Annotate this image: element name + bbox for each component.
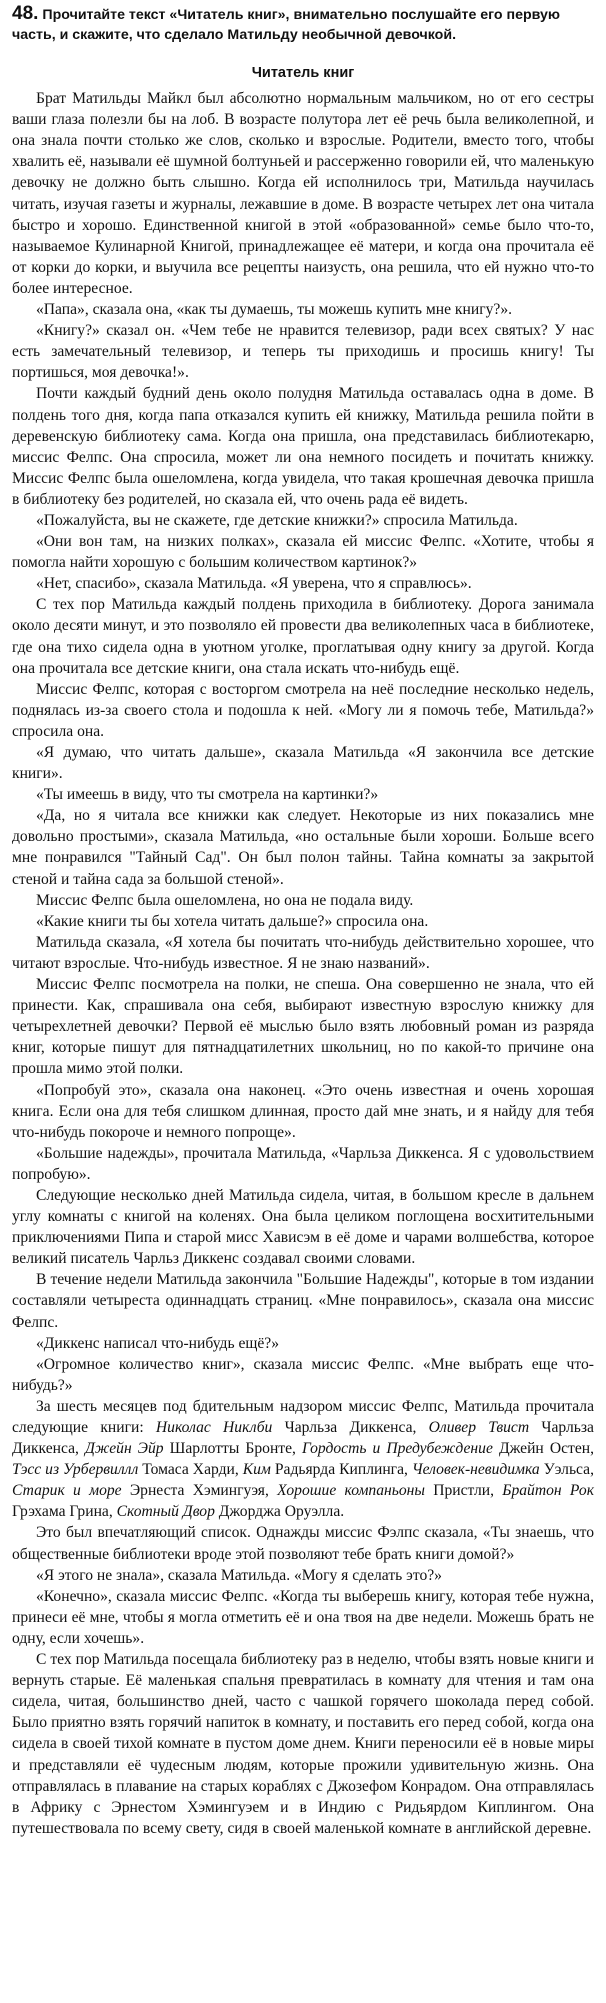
paragraph: За шесть месяцев под бдительным надзором миссис Фелпс, Матильда прочитала следующие книги: Николас Никлби Чарльза Диккенса, Оливер Твист Чарльза Диккенса, Джейн Эйр Шарлотты Бронте, Гордость и Предубеждение Джейн Остен, Тэсс из Урбервиллл Томаса Харди, Ким Радьярда Киплинга, Человек-невидимка Уэльса, Старик и море Эрнеста Хэмингуэя, Хорошие компаньоны Пристли, Брайтон Рок Грэхама Грина, Скотный Двор Джорджа Оруэлла.: [12, 1397, 594, 1521]
paragraph: «Пожалуйста, вы не скажете, где детские книжки?» спросила Матильда.: [36, 511, 518, 529]
paragraph: «Ты имеешь в виду, что ты смотрела на картинки?»: [36, 786, 379, 804]
paragraph: С тех пор Матильда посещала библиотеку раз в неделю, чтобы взять новые книги и вернуть старые. Её маленькая спальня превратилась в комнату для чтения и там она сидела, читая, большинство дней, часто с чашкой горячего шоколада перед собой. Было приятно взять горячий напиток в комнату, и поставить его перед собой, когда она сидела в своей тихой комнате в пустом доме днем. Книги переносили её в новые миры и представляли её чудесным людям, которые прожили удивительную жизнь. Она отправлялась в плавание на старых кораблях с Джозефом Конрадом. Она отправлялась в Африку с Эрнестом Хэмингуэем и в Индию с Ридьярдом Киплингом. Она путешествовала по всему свету, сидя в своей маленькой комнате в английской деревне.: [12, 1651, 594, 1837]
paragraph: В течение недели Матильда закончила "Большие Надежды", которые в том издании составляли четыреста одиннадцать страниц. «Мне понравилось», сказала она миссис Фелпс.: [12, 1271, 594, 1331]
text-title: Читатель книг: [251, 65, 355, 81]
paragraph: «Какие книги ты бы хотела читать дальше?» спросила она.: [36, 912, 429, 930]
paragraph: Миссис Фелпс посмотрела на полки, не спеша. Она совершенно не знала, что ей принести. Как, спрашивала она себя, выбирают известную взрослую книжку для четырехлетней девочки? Первой её мыслью было взять любовный роман из разряда книг, которые пишут для пятнадцатилетних школьниц, но по какой-то причине она прошла мимо этой полки.: [12, 976, 594, 1078]
paragraph: Брат Матильды Майкл был абсолютно нормальным мальчиком, но от его сестры ваши глаза полезли бы на лоб. В возрасте полутора лет её речь была великолепной, и она знала почти столько же слов, сколько и взрослые. Родители, вместо того, чтобы хвалить её, называли её шумной болтуньей и рассерженно говорили ей, что маленькую девочку не должно быть слышно. Когда ей исполнилось три, Матильда научилась читать, изучая газеты и журналы, лежавшие в доме. В возрасте четырех лет она читала быстро и хорошо. Единственной книгой в этой «образованной» семье было что-то, называемое Кулинарной Книгой, принадлежащее её матери, и когда она прочитала её от корки до корки, и выучила все рецепты наизусть, она решила, что ей нужно что-то более интересное.: [12, 90, 594, 297]
paragraph: Это был впечатляющий список. Однажды миссис Фэлпс сказала, «Ты знаешь, что общественные библиотеки вроде этой позволяют тебе брать книги домой?»: [12, 1524, 594, 1563]
paragraph: «Книгу?» сказал он. «Чем тебе не нравится телевизор, ради всех святых? У нас есть замечательный телевизор, и теперь ты приходишь и просишь книгу! Ты портишься, моя девочка!».: [12, 322, 594, 382]
exercise-number: 48.: [12, 3, 39, 24]
paragraph: «Диккенс написал что-нибудь ещё?»: [36, 1334, 280, 1352]
paragraph: «Я этого не знала», сказала Матильда. «Могу я сделать это?»: [36, 1566, 442, 1584]
paragraph: «Папа», сказала она, «как ты думаешь, ты можешь купить мне книгу?».: [36, 301, 513, 319]
paragraph: Миссис Фелпс, которая с восторгом смотрела на неё последние несколько недель, поднялась из-за своего стола и подошла к ней. «Могу ли я помочь тебе, Матильда?» спросила она.: [12, 680, 594, 740]
paragraph: Матильда сказала, «Я хотела бы почитать что-нибудь действительно хорошее, что читают взрослые. Что-нибудь известное. Я не знаю названий».: [12, 933, 594, 972]
paragraph: Миссис Фелпс была ошеломлена, но она не подала виду.: [36, 891, 414, 909]
paragraph: «Большие надежды», прочитала Матильда, «Чарльза Диккенса. Я с удовольствием попробую».: [12, 1144, 594, 1183]
exercise-instruction: Прочитайте текст «Читатель книг», внимательно послушайте его первую часть, и скажите, что сделало Матильду необычной девочкой.: [12, 7, 560, 43]
paragraph: «Я думаю, что читать дальше», сказала Матильда «Я закончила все детские книги».: [12, 744, 594, 783]
paragraph: Почти каждый будний день около полудня Матильда оставалась одна в доме. В полдень того дня, когда папа отказался купить ей книжку, Матильда решила пойти в деревенскую библиотеку сама. Когда она пришла, она представилась библиотекарю, миссис Фелпс. Она спросила, может ли она немного посидеть и почитать книжку. Миссис Фелпс была ошеломлена, когда увидела, что такая крошечная девочка пришла в библиотеку без родителей, но сказала ей, что очень рада её видеть.: [12, 385, 594, 508]
paragraph: С тех пор Матильда каждый полдень приходила в библиотеку. Дорога занимала около десяти минут, и это позволяло ей провести два великолепных часа в библиотеке, где она тихо сидела одна в уютном уголке, проглатывая одну книгу за другой. Когда она прочитала все детские книги, она стала искать что-нибудь ещё.: [12, 596, 594, 677]
paragraph: Следующие несколько дней Матильда сидела, читая, в большом кресле в дальнем углу комнаты с книгой на коленях. Она была целиком поглощена восхитительными приключениями Пипа и старой мисс Хависэм в её доме и чарами волшебства, которое великий писатель Чарльз Диккенс создавал своими словами.: [12, 1186, 594, 1268]
paragraph: «Конечно», сказала миссис Фелпс. «Когда ты выберешь книгу, которая тебе нужна, принеси её мне, чтобы я могла отметить её и она твоя на две недели. Можешь брать не одну, если хочешь».: [12, 1587, 594, 1647]
exercise-prompt: [12, 4, 594, 45]
paragraph: «Огромное количество книг», сказала миссис Фелпс. «Мне выбрать еще что-нибудь?»: [12, 1355, 594, 1394]
paragraph: «Попробуй это», сказала она наконец. «Это очень известная и очень хорошая книга. Если она для тебя слишком длинная, просто дай мне знать, и я найду для тебя что-нибудь покороче и немного попроще».: [12, 1081, 594, 1141]
paragraph: «Нет, спасибо», сказала Матильда. «Я уверена, что я справлюсь».: [36, 575, 472, 593]
paragraph: «Они вон там, на низких полках», сказала ей миссис Фелпс. «Хотите, чтобы я помогла найти хорошую с большим количеством картинок?»: [12, 533, 594, 572]
paragraph: «Да, но я читала все книжки как следует. Некоторые из них показались мне довольно простыми», сказала Матильда, «но остальные были хороши. Больше всего мне понравился "Тайный Сад". Он был полон тайны. Тайна комнаты за закрытой стеной и тайна сада за большой стеной».: [12, 807, 594, 888]
text-body: [12, 88, 594, 1839]
